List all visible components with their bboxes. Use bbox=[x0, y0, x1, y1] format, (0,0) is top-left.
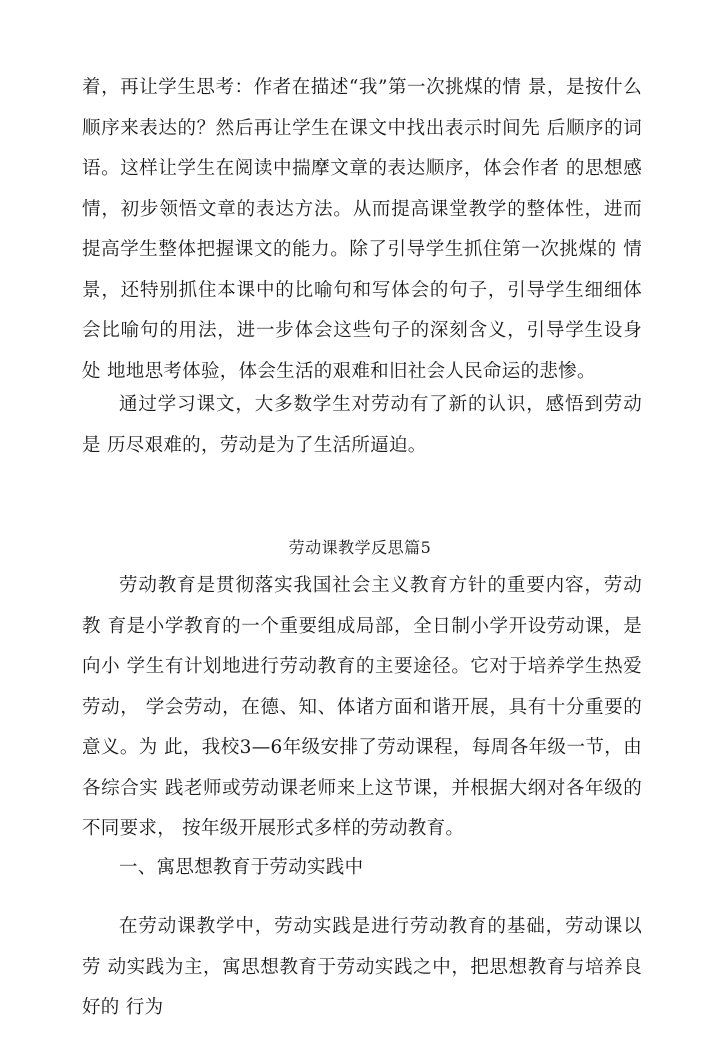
paragraph-practice: 在劳动课教学中，劳动实践是进行劳动教育的基础，劳动课以劳 动实践为主，寓思想教育于劳动实践之中，把思想教育与培养良好的 行为 bbox=[82, 916, 642, 1018]
section-heading: 劳动课教学反思篇5 bbox=[288, 538, 432, 557]
subheading-one: 一、寓思想教育于劳动实践中 bbox=[119, 857, 364, 878]
paragraph-summary: 通过学习课文，大多数学生对劳动有了新的认识，感悟到劳动是 历尽艰难的，劳动是为了生活所逼迫。 bbox=[82, 394, 642, 456]
paragraph-intro: 劳动教育是贯彻落实我国社会主义教育方针的重要内容，劳动教 育是小学教育的一个重要组成局部，全日制小学开设劳动课，是向小 学生有计划地进行劳动教育的主要途径。它对于培养学生热爱劳动， 学会劳动，在德、知、体诸方面和谐开展，具有十分重要的意义。为 此，我校3—6年级安排了劳动课程，每周各年级一节，由各综合实 践老师或劳动课老师来上这节课，并根据大纲对各年级的不同要求， 按年级开展形式多样的劳动教育。 bbox=[82, 575, 642, 839]
paragraph-continuation: 着，再让学生思考：作者在描述“我”第一次挑煤的情 景，是按什么顺序来表达的？然后再让学生在课文中找出表示时间先 后顺序的词语。这样让学生在阅读中揣摩文章的表达顺序，体会作者 的思想感情，初步领悟文章的表达方法。从而提高课堂教学的整体性，进而提高学生整体把握课文的能力。除了引导学生抓住第一次挑煤的 情景，还特别抓住本课中的比喻句和写体会的句子，引导学生细细体 会比喻句的用法，进一步体会这些句子的深刻含义，引导学生设身处 地地思考体验，体会生活的艰难和旧社会人民命运的悲惨。 bbox=[82, 77, 642, 382]
